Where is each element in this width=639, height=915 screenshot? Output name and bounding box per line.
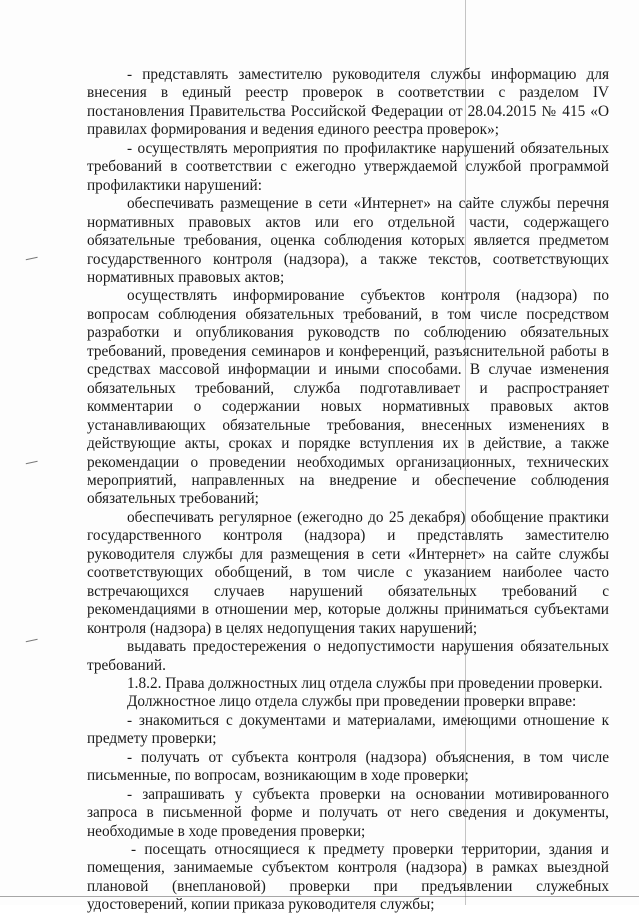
section-heading-rights: 1.8.2. Права должностных лиц отдела службы при проведении проверки. — [127, 674, 603, 692]
paragraph-warnings: выдавать предостережения о недопустимости нарушения обязательных требований. — [87, 638, 609, 674]
paragraph-informing: осуществлять информирование субъектов контроля (надзора) по вопросам соблюдения обязательных требований, в том числе посредством разработки и опубликования руководств по соблюдению обязательных требований, проведения семинаров и конференций, разъяснительной работы в средствах массовой информации и иными способами. В случае изменения обязательных требований, служба подготавливает и распространяет комментарии о содержании новых нормативных правовых актов устанавливающих обязательные требования, внесенных изменениях в действующие акты, сроках и порядке вступления их в действие, а также рекомендации о проведении необходимых организационных, технических мероприятий, направленных на внедрение и обеспечение соблюдения обязательных требований; — [87, 287, 609, 508]
margin-scan-mark — [26, 461, 39, 467]
paragraph-prevention-measures: - осуществлять мероприятия по профилактике нарушений обязательных требований в соответствии с ежегодно утверждаемой службой программой профилактики нарушений: — [87, 139, 609, 194]
paragraph-generalization: обеспечивать регулярное (ежегодно до 25 декабря) обобщение практики государственного контроля (надзора) и представлять заместителю руководителя службы для размещения в сети «Интернет» на сайте службы соответствующих обобщений, в том числе с указанием наиболее часто встречающихся случаев нарушений обязательных требований с рекомендациями в отношении мер, которые должны приниматься субъектами контроля (надзора) в целях недопущения таких нарушений; — [87, 508, 609, 637]
document-body — [87, 66, 609, 915]
paragraph-right-visit: - посещать относящиеся к предмету проверки территории, здания и помещения, занимаемые субъектом контроля (надзора) в рамках выездной плановой (внеплановой) проверки при предъявлении служебных удостоверений, копии приказа руководителя службы; — [87, 841, 609, 914]
paragraph-registry-info: - представлять заместителю руководителя службы информацию для внесения в единый реестр проверок в соответствии с разделом IV постановления Правительства Российской Федерации от 28.04.2015 № 415 «О правилах формирования и ведения единого реестра проверок»; — [87, 66, 609, 139]
margin-scan-mark — [26, 639, 39, 645]
paragraph-right-explanations: - получать от субъекта контроля (надзора) объяснения, в том числе письменные, по вопросам, возникающим в ходе проверки; — [87, 748, 609, 785]
margin-scan-mark — [26, 257, 39, 263]
paragraph-rights-intro: Должностное лицо отдела службы при проведении проверки вправе: — [127, 693, 577, 711]
paragraph-publish-acts: обеспечивать размещение в сети «Интернет» на сайте службы перечня нормативных правовых актов или его отдельной части, содержащего обязательные требования, оценка соблюдения которых является предметом государственного контроля (надзора), а также текстов, соответствующих нормативных правовых актов; — [87, 195, 609, 286]
paragraph-right-documents: - знакомиться с документами и материалами, имеющими отношение к предмету проверки; — [87, 711, 609, 748]
paragraph-right-request: - запрашивать у субъекта проверки на основании мотивированного запроса в письменной форме и получать от него сведения и документы, необходимые в ходе проведения проверки; — [87, 785, 609, 840]
